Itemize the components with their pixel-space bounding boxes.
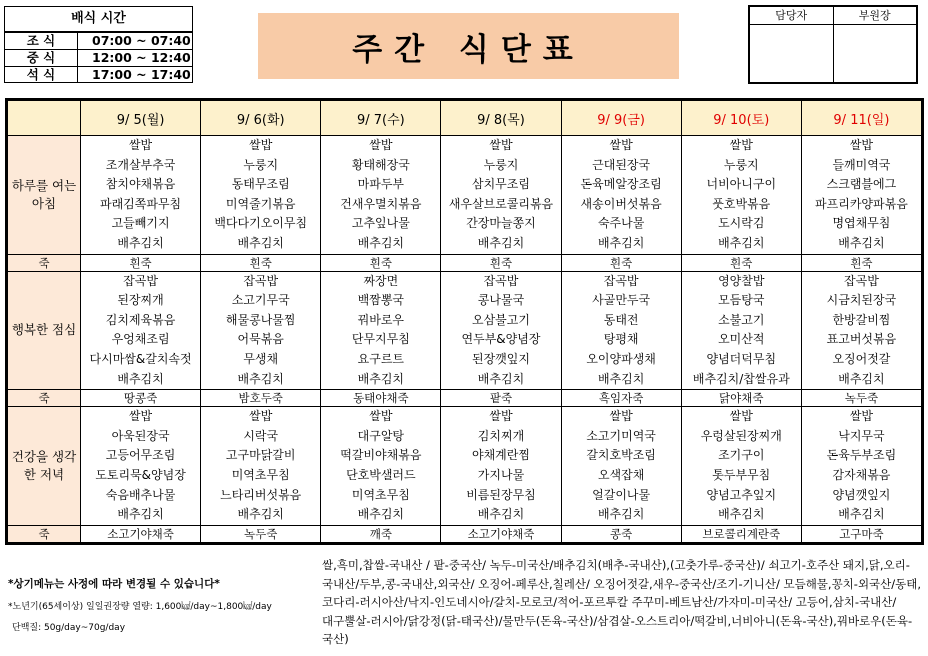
dish-item: 모듬탕국 (718, 293, 765, 308)
dish-item: 감자채볶음 (832, 467, 891, 482)
dish-item: 오미산적 (718, 332, 765, 347)
dish-item: 황태해장국 (351, 157, 410, 172)
dish-item: 쌀밥 (369, 409, 393, 424)
dish-item: 마파두부 (357, 177, 405, 192)
dish-item: 탕평채 (603, 332, 639, 347)
dish-item: 누룽지 (723, 157, 759, 172)
porridge-cell: 밤호두죽 (201, 390, 321, 407)
dish-item: 단무지무침 (351, 332, 410, 347)
porridge-cell: 흰죽 (81, 254, 201, 271)
dish-item: 가지나물 (477, 467, 525, 482)
serving-time-table (4, 6, 193, 83)
dish-item: 들깨미역국 (832, 157, 891, 172)
day-menu-cell (801, 407, 921, 526)
dish-item: 풋호박볶음 (712, 196, 771, 211)
dish-item: 단호박샐러드 (346, 467, 416, 482)
dish-item: 백다다기오이무침 (214, 216, 308, 231)
day-menu-cell (321, 271, 441, 390)
dish-item: 영양찰밥 (718, 273, 765, 288)
dish-item: 돈육메알장조림 (580, 177, 662, 192)
dish-item: 배추김치 (838, 371, 885, 386)
dish-item: 낙지무국 (838, 428, 885, 443)
dish-item: 쌀밥 (489, 409, 513, 424)
day-menu-cell (441, 407, 561, 526)
dish-item: 배추김치 (718, 235, 765, 250)
dish-item: 소고기미역국 (586, 428, 656, 443)
dish-item: 잡곡밥 (844, 273, 879, 288)
porridge-cell: 땅콩죽 (81, 390, 201, 407)
date-header: 9/ 9(금) (561, 101, 681, 136)
meal-label: 건강을 생각한 저녁 (8, 407, 81, 526)
meal-time: 12:00 ~ 12:40 (92, 50, 191, 65)
date-header: 9/ 7(수) (321, 101, 441, 136)
dish-item: 배추김치 (718, 507, 765, 522)
serving-time-row (5, 67, 192, 83)
dish-item: 양념더덕무침 (706, 351, 777, 366)
dish-item: 고등어무조림 (105, 448, 176, 463)
day-menu-cell (201, 407, 321, 526)
porridge-cell: 흰죽 (681, 254, 801, 271)
date-header: 9/ 8(목) (441, 101, 561, 136)
dish-item: 배추김치 (838, 235, 885, 250)
manager-label: 담당자 (750, 7, 833, 25)
dish-item: 누룽지 (243, 157, 279, 172)
day-menu-cell (321, 407, 441, 526)
meal-row (8, 136, 922, 255)
day-menu-cell (441, 271, 561, 390)
dish-item: 너비아니구이 (706, 177, 777, 192)
dish-item: 오징어젓갈 (832, 351, 891, 366)
porridge-cell: 깨죽 (321, 525, 441, 542)
dish-item: 미역줄기볶음 (225, 196, 296, 211)
meal-row (8, 407, 922, 526)
serving-time-row (5, 50, 192, 67)
dish-item: 짜장면 (363, 273, 399, 288)
dish-item: 미역초무침 (351, 487, 410, 502)
dish-item: 조개살부추국 (105, 157, 176, 172)
porridge-cell: 흰죽 (321, 254, 441, 271)
dish-item: 해물콩나물찜 (225, 312, 296, 327)
day-menu-cell (681, 407, 801, 526)
dish-item: 숙음배추나물 (105, 487, 176, 502)
meal-name: 석 식 (5, 67, 78, 83)
day-menu-cell (201, 271, 321, 390)
dish-item: 오이양파생채 (586, 351, 656, 366)
dish-item: 김치찌개 (477, 428, 525, 443)
dish-item: 동태무조림 (231, 177, 290, 192)
dish-item: 배추김치/찹쌀유과 (692, 371, 790, 386)
day-menu-cell (81, 136, 201, 255)
date-header: 9/ 11(일) (801, 101, 921, 136)
dish-item: 시락국 (243, 428, 279, 443)
dish-item: 잡곡밥 (483, 273, 519, 288)
meal-label: 하루를 여는 아침 (8, 136, 81, 255)
meal-label: 행복한 점심 (8, 271, 81, 390)
dish-item: 백짬뽕국 (357, 293, 405, 308)
dish-item: 비름된장무침 (466, 487, 536, 502)
porridge-cell: 동태야채죽 (321, 390, 441, 407)
dish-item: 된장찌개 (117, 293, 164, 308)
dish-item: 어묵볶음 (237, 332, 284, 347)
dish-item: 배추김치 (477, 371, 525, 386)
serving-time-title: 배식 시간 (5, 7, 192, 33)
dish-item: 꿔바로우 (357, 312, 405, 327)
dish-item: 도시락김 (718, 216, 765, 231)
dish-item: 잡곡밥 (243, 273, 279, 288)
dish-item: 표고버섯볶음 (826, 332, 897, 347)
date-header: 9/ 6(화) (201, 101, 321, 136)
porridge-label: 죽 (8, 525, 81, 542)
dish-item: 삼치무조림 (472, 177, 530, 192)
dish-item: 얼갈이나물 (592, 487, 651, 502)
dish-item: 동태전 (603, 312, 639, 327)
dish-item: 쌀밥 (609, 138, 633, 152)
porridge-cell: 고구마죽 (801, 525, 921, 542)
nutrition-energy-note: *노년기(65세이상) 일일권장량 열량: 1,600㎉/day~1,800㎉/day (8, 602, 272, 612)
dish-item: 쌀밥 (729, 138, 753, 152)
dish-item: 무생채 (243, 351, 279, 366)
porridge-label: 죽 (8, 390, 81, 407)
dish-item: 스크램블에그 (826, 177, 897, 192)
day-menu-cell (321, 136, 441, 255)
dish-item: 파래김쪽파무침 (99, 196, 182, 211)
deputy-director-sign-column (833, 7, 917, 82)
dish-item: 고추잎나물 (351, 216, 410, 231)
dish-item: 아욱된장국 (111, 428, 170, 443)
dish-item: 쌀밥 (729, 409, 753, 424)
dish-item: 새송이버섯볶음 (580, 196, 662, 211)
date-header: 9/ 10(토) (681, 101, 801, 136)
corner-cell (8, 101, 81, 136)
manager-sign-column (750, 7, 833, 82)
porridge-cell: 소고기야채죽 (81, 525, 201, 542)
dish-item: 쌀밥 (128, 138, 153, 152)
dish-item: 쌀밥 (849, 409, 874, 424)
porridge-cell: 흰죽 (441, 254, 561, 271)
deputy-director-label: 부원장 (834, 7, 917, 25)
dish-item: 연두부&양념장 (461, 332, 541, 347)
day-menu-cell (681, 271, 801, 390)
dish-item: 배추김치 (357, 507, 405, 522)
dish-item: 쌀밥 (128, 409, 153, 424)
serving-time-row (5, 33, 192, 50)
dish-item: 배추김치 (357, 371, 405, 386)
dish-item: 오삼불고기 (472, 312, 530, 327)
dish-item: 도토리묵&양념장 (95, 467, 186, 482)
day-menu-cell (81, 407, 201, 526)
porridge-cell: 흰죽 (201, 254, 321, 271)
dish-item: 건새우멸치볶음 (340, 196, 422, 211)
dish-item: 대구알탕 (357, 428, 405, 443)
porridge-cell: 녹두죽 (201, 525, 321, 542)
dish-item: 쌀밥 (249, 138, 273, 152)
dish-item: 명엽채무침 (832, 216, 891, 231)
dish-item: 잡곡밥 (123, 273, 158, 288)
dish-item: 콩나물국 (477, 293, 525, 308)
meal-time: 07:00 ~ 07:40 (92, 33, 191, 48)
dish-item: 쌀밥 (249, 409, 273, 424)
dish-item: 배추김치 (597, 235, 645, 250)
dish-item: 요구르트 (357, 351, 405, 366)
page-title: 주간 식단표 (258, 13, 679, 79)
dish-item: 잡곡밥 (603, 273, 639, 288)
dish-item: 근대된장국 (592, 157, 651, 172)
porridge-cell: 흰죽 (561, 254, 681, 271)
dish-item: 숙주나물 (597, 216, 645, 231)
dish-item: 누룽지 (483, 157, 519, 172)
dish-item: 배추김치 (477, 507, 525, 522)
dish-item: 배추김치 (117, 235, 164, 250)
approval-box (748, 5, 918, 84)
dish-item: 우엉채조림 (111, 332, 170, 347)
dish-item: 파프리카양파볶음 (815, 196, 908, 211)
change-notice: *상기메뉴는 사정에 따라 변경될 수 있습니다* (8, 578, 220, 590)
dish-item: 배추김치 (117, 507, 164, 522)
meal-time: 17:00 ~ 17:40 (92, 67, 191, 82)
dish-item: 김치제육볶음 (105, 312, 176, 327)
origin-labeling: 쌀,흑미,찹쌀-국내산 / 팥-중국산/ 녹두-미국산/배추김치(배추-국내산),(고춧가루-중국산)/ 쇠고기-호주산 돼지,닭,오리-국내산/두부,콩-국내산,외국산/ 오징어-페루산,칠레산/ 오징어젓갈,새우-중국산/조기-기니산/ 모듬해물,꽁치-외국산/동태,코다리-러시아산/낙지-인도네시아/갈치-모로코/적어-포르투칼 주꾸미-베트남산/가자미-미국산/ 고등어,삼치-국내산/대구뿔살-러시아/닭강정(닭-태국산)/물만두(돈육-국산)/삼겹살-오스트리아/떡갈비,너비아니(돈육-국산),꿔바로우(돈육-국산) (322, 558, 922, 646)
dish-item: 쌀밥 (369, 138, 393, 152)
dish-item: 오색잡채 (597, 467, 645, 482)
dish-item: 새우살브로콜리볶음 (448, 196, 554, 211)
day-menu-cell (801, 271, 921, 390)
porridge-cell: 소고기야채죽 (441, 525, 561, 542)
dish-item: 시금치된장국 (826, 293, 897, 308)
dish-item: 배추김치 (477, 235, 525, 250)
dish-item: 갈치호박조림 (586, 448, 656, 463)
meal-name: 중 식 (5, 50, 78, 66)
dish-item: 배추김치 (838, 507, 885, 522)
dish-item: 쌀밥 (609, 409, 633, 424)
day-menu-cell (561, 407, 681, 526)
porridge-cell: 녹두죽 (801, 390, 921, 407)
dish-item: 배추김치 (597, 507, 645, 522)
dish-item: 톳두부무침 (712, 467, 771, 482)
date-header-row (8, 101, 922, 136)
date-header: 9/ 5(월) (81, 101, 201, 136)
day-menu-cell (201, 136, 321, 255)
dish-item: 쌀밥 (489, 138, 513, 152)
day-menu-cell (81, 271, 201, 390)
dish-item: 된장깻잎지 (472, 351, 530, 366)
porridge-row (8, 525, 922, 542)
porridge-cell: 닭야채죽 (681, 390, 801, 407)
dish-item: 참치야채볶음 (105, 177, 176, 192)
porridge-cell: 흰죽 (801, 254, 921, 271)
dish-item: 사골만두국 (592, 293, 651, 308)
dish-item: 돈육두부조림 (826, 448, 897, 463)
dish-item: 양념깻잎지 (832, 487, 891, 502)
dish-item: 쌀밥 (849, 138, 874, 152)
porridge-row (8, 254, 922, 271)
porridge-cell: 팥죽 (441, 390, 561, 407)
dish-item: 간장마늘쫑지 (466, 216, 536, 231)
dish-item: 배추김치 (237, 371, 284, 386)
dish-item: 소불고기 (718, 312, 765, 327)
dish-item: 한방갈비찜 (832, 312, 891, 327)
weekly-menu-table (5, 98, 924, 545)
porridge-row (8, 390, 922, 407)
dish-item: 배추김치 (237, 235, 284, 250)
dish-item: 배추김치 (237, 507, 284, 522)
dish-item: 배추김치 (117, 371, 164, 386)
porridge-cell: 브로콜리계란죽 (681, 525, 801, 542)
dish-item: 조기구이 (718, 448, 765, 463)
dish-item: 야채계란찜 (472, 448, 530, 463)
porridge-cell: 콩죽 (561, 525, 681, 542)
dish-item: 느타리버섯볶음 (220, 487, 302, 502)
dish-item: 고들빼기지 (111, 216, 170, 231)
meal-row (8, 271, 922, 390)
nutrition-protein-note: 단백질: 50g/day~70g/day (12, 623, 126, 633)
dish-item: 떡갈비야채볶음 (340, 448, 422, 463)
dish-item: 배추김치 (357, 235, 405, 250)
day-menu-cell (441, 136, 561, 255)
porridge-label: 죽 (8, 254, 81, 271)
dish-item: 소고기무국 (231, 293, 290, 308)
meal-name: 조 식 (5, 33, 78, 49)
day-menu-cell (801, 136, 921, 255)
porridge-cell: 흑임자죽 (561, 390, 681, 407)
day-menu-cell (681, 136, 801, 255)
dish-item: 양념고추잎지 (706, 487, 777, 502)
dish-item: 미역초무침 (231, 467, 290, 482)
dish-item: 배추김치 (597, 371, 645, 386)
dish-item: 다시마쌈&갈치속젓 (89, 351, 192, 366)
dish-item: 우렁살된장찌개 (700, 428, 782, 443)
dish-item: 고구마닭갈비 (225, 448, 296, 463)
day-menu-cell (561, 271, 681, 390)
day-menu-cell (561, 136, 681, 255)
